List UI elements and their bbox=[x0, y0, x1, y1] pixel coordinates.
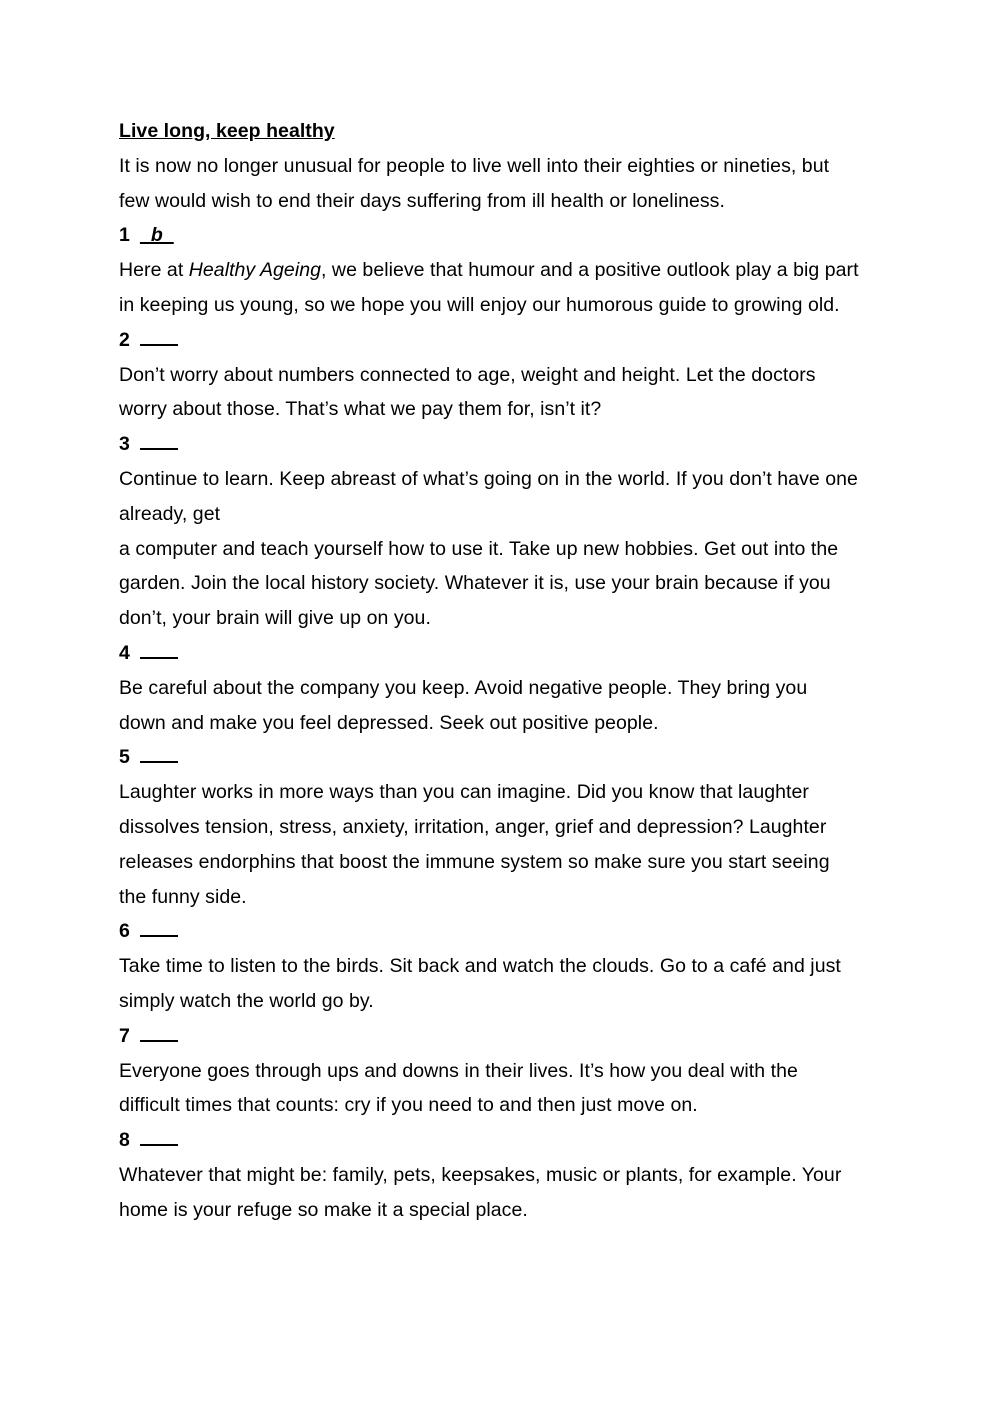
item-3-line-4: garden. Join the local history society. Whatever it is, use your brain because if you bbox=[119, 572, 831, 595]
document-body bbox=[119, 114, 909, 1228]
item-7-line-2: difficult times that counts: cry if you need to and then just move on. bbox=[119, 1094, 698, 1117]
item-number: 2 bbox=[119, 328, 130, 351]
item-4-line-2: down and make you feel depressed. Seek out positive people. bbox=[119, 711, 659, 734]
item-number: 3 bbox=[119, 433, 130, 456]
item-3-line-5: don’t, your brain will give up on you. bbox=[119, 607, 431, 630]
item-7-heading bbox=[119, 1019, 909, 1054]
item-8-line-1: Whatever that might be: family, pets, keepsakes, music or plants, for example. Your bbox=[119, 1163, 842, 1186]
item-3-line-3: a computer and teach yourself how to use it. Take up new hobbies. Get out into the bbox=[119, 537, 839, 560]
item-number: 7 bbox=[119, 1024, 130, 1047]
answer-blank[interactable] bbox=[140, 639, 178, 659]
item-2-line-1: Don’t worry about numbers connected to age, weight and height. Let the doctors bbox=[119, 363, 816, 386]
item-8-line-2: home is your refuge so make it a special place. bbox=[119, 1198, 528, 1221]
item-6-line-2: simply watch the world go by. bbox=[119, 989, 374, 1012]
item-6-line-1: Take time to listen to the birds. Sit back and watch the clouds. Go to a café and just bbox=[119, 955, 841, 978]
intro-line-2: few would wish to end their days suffering from ill health or loneliness. bbox=[119, 189, 725, 212]
item-1-line-1: Here at Healthy Ageing, we believe that humour and a positive outlook play a big part bbox=[119, 259, 859, 282]
item-1-heading bbox=[119, 218, 909, 253]
item-5-line-2: dissolves tension, stress, anxiety, irritation, anger, grief and depression? Laughter bbox=[119, 815, 827, 838]
item-3-line-1: Continue to learn. Keep abreast of what’s going on in the world. If you don’t have one bbox=[119, 467, 858, 490]
item-2-heading bbox=[119, 323, 909, 358]
item-4-line-1: Be careful about the company you keep. Avoid negative people. They bring you bbox=[119, 676, 808, 699]
item-7-line-1: Everyone goes through ups and downs in their lives. It’s how you deal with the bbox=[119, 1059, 798, 1082]
item-2-line-2: worry about those. That’s what we pay them for, isn’t it? bbox=[119, 398, 602, 421]
item-8-heading bbox=[119, 1123, 909, 1158]
answer-blank[interactable] bbox=[140, 430, 178, 450]
item-1-line-2: in keeping us young, so we hope you will enjoy our humorous guide to growing old. bbox=[119, 293, 840, 316]
item-number: 1 bbox=[119, 224, 130, 247]
answer-blank[interactable] bbox=[140, 743, 178, 763]
item-number: 5 bbox=[119, 746, 130, 769]
item-5-line-1: Laughter works in more ways than you can imagine. Did you know that laughter bbox=[119, 781, 809, 804]
item-6-heading bbox=[119, 914, 909, 949]
answer-blank[interactable] bbox=[140, 326, 178, 346]
answer-blank[interactable] bbox=[140, 1022, 178, 1042]
item-number: 6 bbox=[119, 920, 130, 943]
item-number: 4 bbox=[119, 641, 130, 664]
item-4-heading bbox=[119, 636, 909, 671]
item-number: 8 bbox=[119, 1129, 130, 1152]
answer-blank-filled[interactable]: b bbox=[139, 224, 174, 247]
item-3-heading bbox=[119, 427, 909, 462]
answer-blank[interactable] bbox=[140, 917, 178, 937]
item-3-line-2: already, get bbox=[119, 502, 221, 525]
document-title: Live long, keep healthy bbox=[119, 120, 335, 142]
item-5-heading bbox=[119, 740, 909, 775]
item-5-line-4: the funny side. bbox=[119, 885, 247, 908]
answer-blank[interactable] bbox=[140, 1126, 178, 1146]
intro-line-1: It is now no longer unusual for people to live well into their eighties or nineties, but bbox=[119, 154, 830, 177]
brand-name: Healthy Ageing bbox=[188, 259, 321, 282]
item-5-line-3: releases endorphins that boost the immune system so make sure you start seeing bbox=[119, 850, 830, 873]
